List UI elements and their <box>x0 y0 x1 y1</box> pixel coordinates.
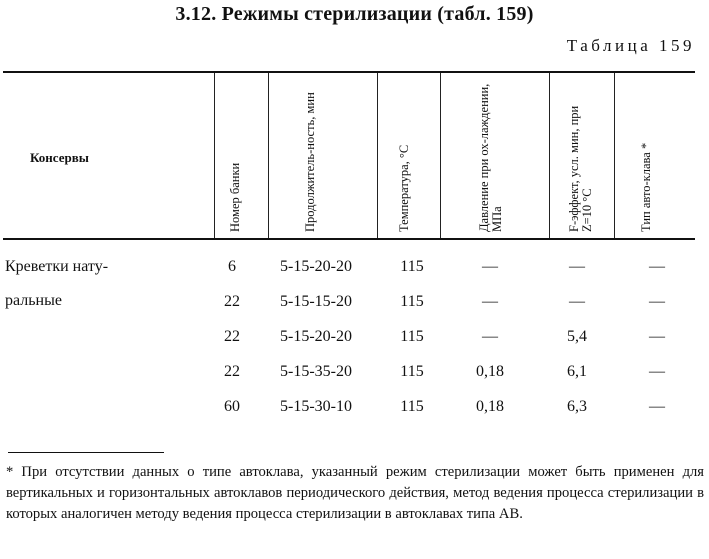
autoclave-type-cell: — <box>649 363 665 380</box>
duration-cell: 5-15-20-20 <box>280 328 352 345</box>
column-divider <box>214 73 215 238</box>
temperature-cell: 115 <box>400 328 424 345</box>
duration-cell: 5-15-20-20 <box>280 258 352 275</box>
temperature-cell: 115 <box>400 363 424 380</box>
pressure-cell: 0,18 <box>476 398 504 415</box>
can-number-cell: 60 <box>224 398 240 415</box>
header-can-number: Номер банки <box>228 162 242 232</box>
duration-cell: 5-15-15-20 <box>280 293 352 310</box>
header-duration: Продолжитель-ность, мин <box>303 92 317 232</box>
pressure-cell: — <box>482 258 498 275</box>
f-effect-cell: — <box>569 258 585 275</box>
temperature-cell: 115 <box>400 293 424 310</box>
duration-cell: 5-15-30-10 <box>280 398 352 415</box>
product-name-line2: ральные <box>5 292 62 309</box>
footnote-rule <box>8 452 164 453</box>
can-number-cell: 22 <box>224 328 240 345</box>
f-effect-cell: 6,1 <box>567 363 587 380</box>
column-divider <box>549 73 550 238</box>
autoclave-type-cell: — <box>649 398 665 415</box>
header-autoclave-type: Тип авто-клава * <box>639 142 653 232</box>
column-divider <box>377 73 378 238</box>
pressure-cell: — <box>482 328 498 345</box>
product-name-line1: Креветки нату- <box>5 258 109 275</box>
duration-cell: 5-15-35-20 <box>280 363 352 380</box>
temperature-cell: 115 <box>400 258 424 275</box>
f-effect-cell: 5,4 <box>567 328 587 345</box>
header-product: Консервы <box>30 150 89 165</box>
column-divider <box>268 73 269 238</box>
header-f-effect: F-эффект, усл. мин, при Z=10 °С <box>567 105 594 232</box>
autoclave-type-cell: — <box>649 258 665 275</box>
table-label: Таблица 159 <box>566 36 695 55</box>
header-pressure: Давление при ох-лаждении, МПа <box>477 83 504 232</box>
column-divider <box>614 73 615 238</box>
autoclave-type-cell: — <box>649 328 665 345</box>
table-top-rule <box>3 71 695 73</box>
header-temperature: Температура, °С <box>397 144 411 232</box>
f-effect-cell: 6,3 <box>567 398 587 415</box>
can-number-cell: 22 <box>224 363 240 380</box>
f-effect-cell: — <box>569 293 585 310</box>
pressure-cell: 0,18 <box>476 363 504 380</box>
can-number-cell: 22 <box>224 293 240 310</box>
table-header-rule <box>3 238 695 240</box>
pressure-cell: — <box>482 293 498 310</box>
footnote: * При отсутствии данных о типе автоклава, указанный режим стерилизации может быть применен для вертикальных и горизонтальных автоклавов периодического действия, метод ведения процесса стерилизации в которых аналогичен методу ведения процесса стерилизации в автоклавах типа АВ. <box>6 464 704 522</box>
autoclave-type-cell: — <box>649 293 665 310</box>
temperature-cell: 115 <box>400 398 424 415</box>
column-divider <box>440 73 441 238</box>
can-number-cell: 6 <box>228 258 236 275</box>
section-title: 3.12. Режимы стерилизации (табл. 159) <box>175 3 534 25</box>
